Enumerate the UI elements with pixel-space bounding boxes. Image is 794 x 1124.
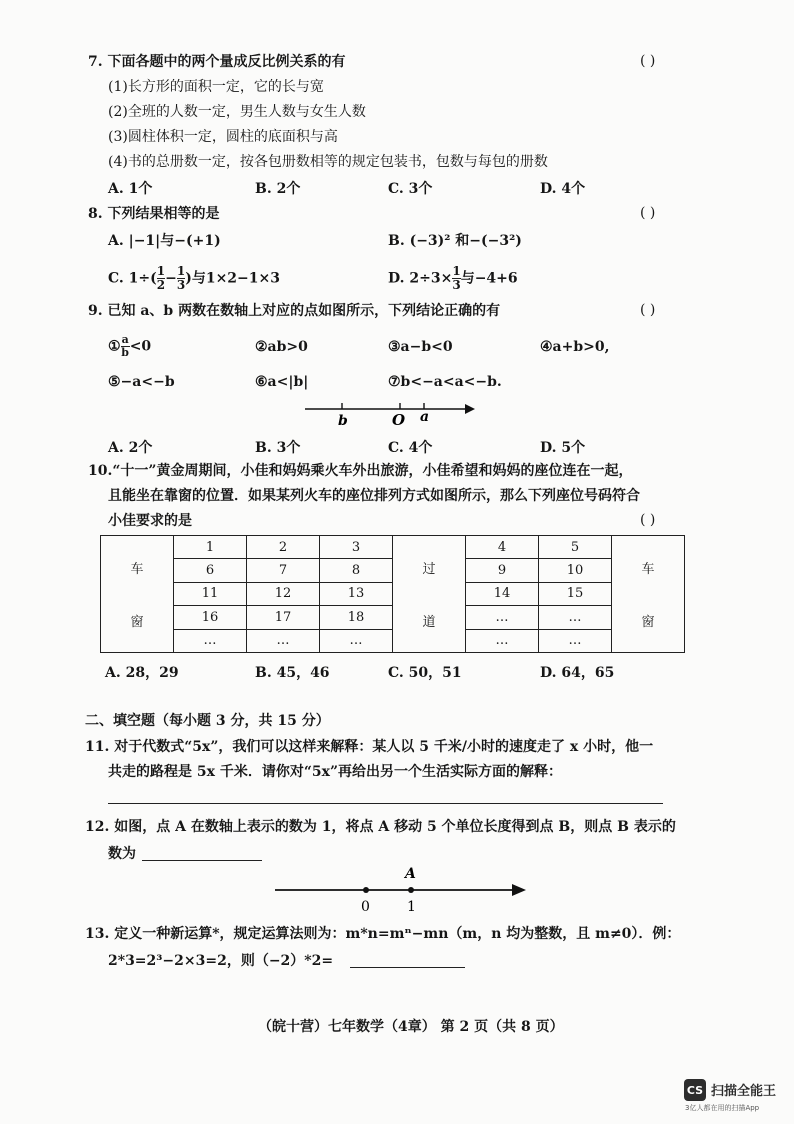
seat-cell: 14	[466, 582, 539, 605]
seat-cell: 18	[320, 606, 393, 629]
q10-line-1: 10.“十一”黄金周期间，小佳和妈妈乘火车外出旅游，小佳希望和妈妈的座位连在一起，	[88, 463, 633, 479]
q13-line-1: 13. 定义一种新运算*，规定运算法则为：m*n=mⁿ−mn（m，n 均为整数，且 m≠0）．例：	[85, 926, 681, 942]
q8-option-d	[388, 265, 518, 292]
q11-answer-blank[interactable]	[108, 803, 663, 804]
seat-cell: …	[539, 606, 612, 629]
seat-cell: …	[247, 629, 320, 652]
q8-d-frac-num: 1	[452, 264, 461, 278]
seat-cell: …	[539, 629, 612, 652]
q10-line-2: 且能坐在靠窗的位置．如果某列火车的座位排列方式如图所示，那么下列座位号码符合	[108, 488, 640, 504]
q9-label-b: b	[338, 413, 348, 429]
q8-d-prefix: D. 2÷3×	[388, 270, 453, 287]
q9-s1-suffix: <0	[129, 338, 152, 355]
q12-label-a: A	[405, 866, 416, 882]
q9-axis-arrow	[465, 404, 475, 414]
q8-d-frac-den: 3	[452, 278, 461, 292]
right-window-bottom: 窗	[641, 615, 655, 630]
q9-statement-7: ⑦b<−a<a<−b.	[388, 374, 502, 390]
q8-option-c	[108, 265, 280, 292]
right-window-cell	[612, 536, 685, 653]
q10-option-b: B. 45，46	[255, 665, 330, 681]
q7-item-4: (4)书的总册数一定，按各包册数相等的规定包装书，包数与每包的册数	[108, 154, 548, 170]
seat-cell: 1	[174, 536, 247, 559]
q11-line-1: 11. 对于代数式“5x”，我们可以这样来解释：某人以 5 千米/小时的速度走了 x 小时，他一	[85, 739, 654, 755]
q12-answer-blank[interactable]	[142, 860, 262, 861]
scanner-tagline: 3亿人都在用的扫描App	[685, 1104, 760, 1112]
q12-point-zero	[363, 887, 369, 893]
seat-cell: 9	[466, 559, 539, 582]
seat-cell: 8	[320, 559, 393, 582]
q9-stem: 9. 已知 a、b 两数在数轴上对应的点如图所示，下列结论正确的有	[88, 303, 501, 319]
left-window-bottom: 窗	[130, 615, 144, 630]
q12-axis-arrow	[512, 884, 526, 896]
q7-option-b: B. 2个	[255, 181, 301, 197]
seat-cell: 17	[247, 606, 320, 629]
seat-cell: …	[320, 629, 393, 652]
q8-c-frac1-num: 1	[156, 264, 166, 278]
right-window-top: 车	[641, 562, 655, 577]
q8-option-b: B. (−3)² 和−(−3²)	[388, 233, 522, 249]
q9-s1-den: b	[121, 346, 129, 359]
q8-answer-paren: ( )	[640, 205, 656, 221]
q12-line-2: 数为	[108, 846, 136, 862]
scanner-app-name: 扫描全能王	[711, 1084, 777, 1099]
seat-cell: …	[466, 629, 539, 652]
seat-cell: 6	[174, 559, 247, 582]
q11-line-2: 共走的路程是 5x 千米．请你对“5x”再给出另一个生活实际方面的解释：	[108, 764, 563, 780]
q12-line-1: 12. 如图，点 A 在数轴上表示的数为 1，将点 A 移动 5 个单位长度得到点 B，则点 B 表示的	[85, 819, 676, 835]
q13-answer-blank[interactable]	[350, 967, 465, 968]
q10-answer-paren: ( )	[640, 512, 656, 528]
q9-option-b: B. 3个	[255, 440, 301, 456]
q10-option-a: A. 28，29	[105, 665, 179, 681]
q8-stem: 8. 下列结果相等的是	[88, 206, 220, 222]
q8-c-suffix: )与1×2−1×3	[185, 270, 280, 287]
aisle-top: 过	[422, 562, 436, 577]
q9-option-a: A. 2个	[108, 440, 153, 456]
aisle-cell	[393, 536, 466, 653]
q7-item-3: (3)圆柱体积一定，圆柱的底面积与高	[108, 129, 338, 145]
q8-c-prefix: C. 1÷(	[108, 270, 157, 287]
seat-cell: 16	[174, 606, 247, 629]
seat-cell: 4	[466, 536, 539, 559]
q7-option-a: A. 1个	[108, 181, 153, 197]
q12-label-one: 1	[407, 899, 416, 914]
section-2-heading: 二、填空题（每小题 3 分，共 15 分）	[85, 713, 330, 729]
q12-label-zero: 0	[361, 899, 370, 914]
left-window-top: 车	[130, 562, 144, 577]
q9-option-c: C. 4个	[388, 440, 433, 456]
q8-c-frac2-num: 1	[176, 264, 186, 278]
q9-statement-2: ②ab>0	[255, 339, 308, 355]
q9-option-d: D. 5个	[540, 440, 586, 456]
seat-cell: 11	[174, 582, 247, 605]
q9-label-o: O	[392, 411, 406, 429]
q9-statement-5: ⑤−a<−b	[108, 374, 175, 390]
q9-statement-3: ③a−b<0	[388, 339, 453, 355]
seat-cell: …	[466, 606, 539, 629]
q10-option-d: D. 64，65	[540, 665, 615, 681]
q7-option-d: D. 4个	[540, 181, 586, 197]
q7-answer-paren: ( )	[640, 53, 656, 69]
q7-stem: 7. 下面各题中的两个量成反比例关系的有	[88, 54, 346, 70]
seat-cell: 12	[247, 582, 320, 605]
page-footer: （皖十营）七年数学（4章） 第 2 页（共 8 页）	[258, 1019, 564, 1035]
q7-item-2: (2)全班的人数一定，男生人数与女生人数	[108, 104, 366, 120]
seat-cell: 10	[539, 559, 612, 582]
q9-label-a: a	[420, 409, 430, 425]
q9-number-line	[300, 395, 480, 430]
q12-number-line	[270, 862, 530, 914]
aisle-bottom: 道	[422, 615, 436, 630]
seat-cell: 3	[320, 536, 393, 559]
scanner-logo-icon: CS	[684, 1079, 706, 1101]
q7-option-c: C. 3个	[388, 181, 433, 197]
q13-line-2: 2*3=2³−2×3=2，则（−2）*2=	[108, 953, 334, 969]
q9-answer-paren: ( )	[640, 302, 656, 318]
seat-cell: 2	[247, 536, 320, 559]
q10-option-c: C. 50，51	[388, 665, 462, 681]
q9-s1-prefix: ①	[108, 338, 121, 355]
left-window-cell	[101, 536, 174, 653]
q9-statement-1	[108, 334, 151, 359]
q9-s1-num: a	[121, 333, 129, 346]
q7-item-1: (1)长方形的面积一定，它的长与宽	[108, 79, 324, 95]
q8-c-frac2-den: 3	[176, 278, 186, 292]
seat-cell: 15	[539, 582, 612, 605]
q9-statement-6: ⑥a<|b|	[255, 374, 309, 390]
train-seat-table	[100, 535, 685, 653]
q12-point-a	[408, 887, 414, 893]
seat-cell: 7	[247, 559, 320, 582]
q9-statement-4: ④a+b>0,	[540, 339, 610, 355]
q8-c-minus: −	[165, 270, 177, 287]
q8-c-frac1-den: 2	[156, 278, 166, 292]
q8-option-a: A. |−1|与−(+1)	[108, 233, 221, 249]
seat-cell: 5	[539, 536, 612, 559]
seat-cell: …	[174, 629, 247, 652]
q10-line-3: 小佳要求的是	[108, 513, 192, 529]
seat-cell: 13	[320, 582, 393, 605]
q8-d-suffix: 与−4+6	[460, 270, 518, 287]
